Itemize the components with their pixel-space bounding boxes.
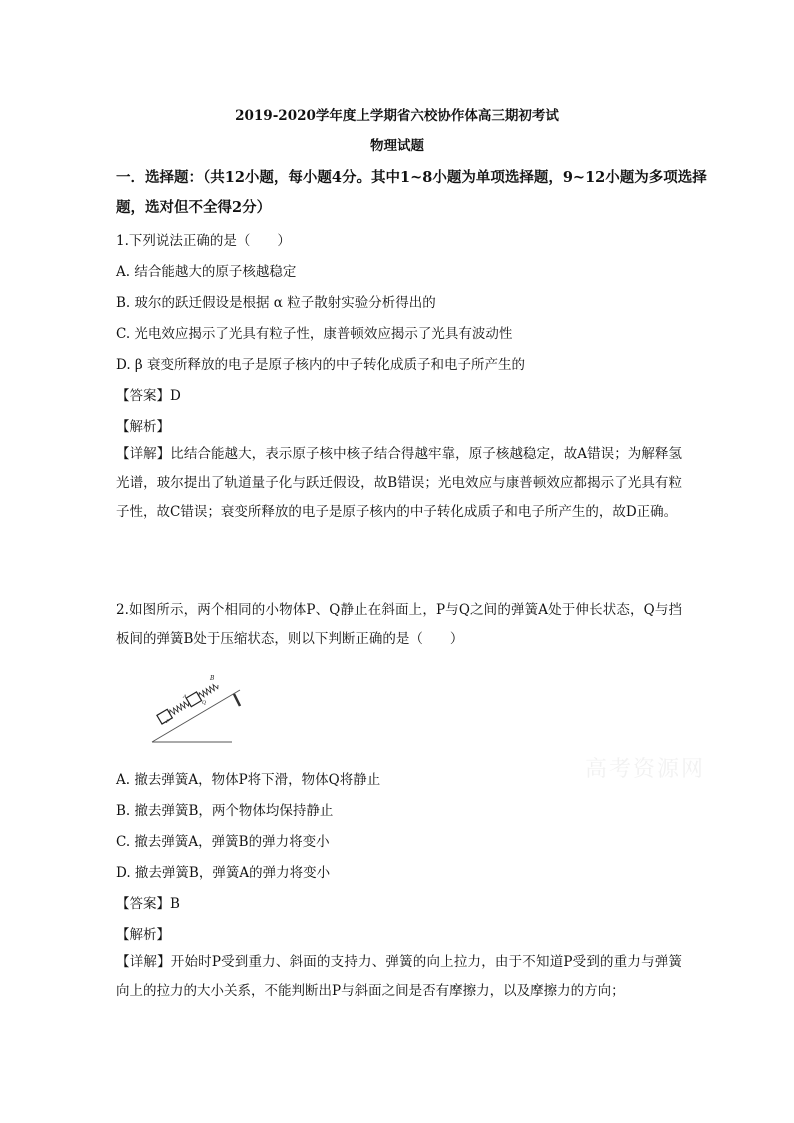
q2-option-c: C. 撤去弹簧A，弹簧B的弹力将变小 [116,834,330,850]
spring-a [168,700,190,716]
q1-option-b: B. 玻尔的跃迁假设是根据 α 粒子散射实验分析得出的 [116,295,436,311]
q2-analysis-label: 【解析】 [116,927,170,943]
q1-answer: 【答案】D [116,388,181,404]
q2-answer: 【答案】B [116,896,180,912]
watermark-text: 高考资源网 [585,757,706,782]
q1-option-d: D. β 衰变所释放的电子是原子核内的中子转化成质子和电子所产生的 [116,357,526,373]
section-heading-line1: 一．选择题：（共12小题，每小题4分。其中1~8小题为单项选择题，9~12小题为多项选择 [116,169,707,186]
section-heading-line2: 题，选对但不全得2分） [116,199,272,216]
q2-option-b: B. 撤去弹簧B，两个物体均保持静止 [116,803,334,819]
exam-subtitle: 物理试题 [370,138,424,154]
label-b: B [210,675,215,682]
q1-stem: 1.下列说法正确的是（ ） [116,233,291,249]
label-a: A [183,694,187,700]
label-p: P [166,719,170,725]
spring-b [198,682,220,698]
q1-option-a: A. 结合能越大的原子核越稳定 [116,264,297,280]
q2-detail: 【详解】开始时P受到重力、斜面的支持力、弹簧的向上拉力，由于不知道P受到的重力与弹簧向上的拉力的大小关系，不能判断出P与斜面之间是否有摩擦力，以及摩擦力的方向； [116,954,682,999]
label-q: Q [202,700,207,706]
q2-option-d: D. 撤去弹簧B，弹簧A的弹力将变小 [116,865,331,881]
exam-title: 2019-2020学年度上学期省六校协作体高三期初考试 [235,108,559,124]
incline-spring-figure [150,668,245,748]
q1-analysis-label: 【解析】 [116,419,170,435]
q2-option-a: A. 撤去弹簧A，物体P将下滑，物体Q将静止 [116,772,381,788]
q1-detail: 【详解】比结合能越大，表示原子核中核子结合得越牢靠，原子核越稳定，故A错误；为解释氢光谱，玻尔提出了轨道量子化与跃迁假设，故B错误；光电效应与康普顿效应都揭示了光具有粒子性，故C错误；衰变所释放的电子是原子核内的中子转化成质子和电子所产生的，故D正确。 [116,446,682,520]
q2-stem: 2.如图所示，两个相同的小物体P、Q静止在斜面上，P与Q之间的弹簧A处于伸长状态，Q与挡板间的弹簧B处于压缩状态，则以下判断正确的是（ ） [116,602,682,647]
q1-option-c: C. 光电效应揭示了光具有粒子性，康普顿效应揭示了光具有波动性 [116,326,513,342]
